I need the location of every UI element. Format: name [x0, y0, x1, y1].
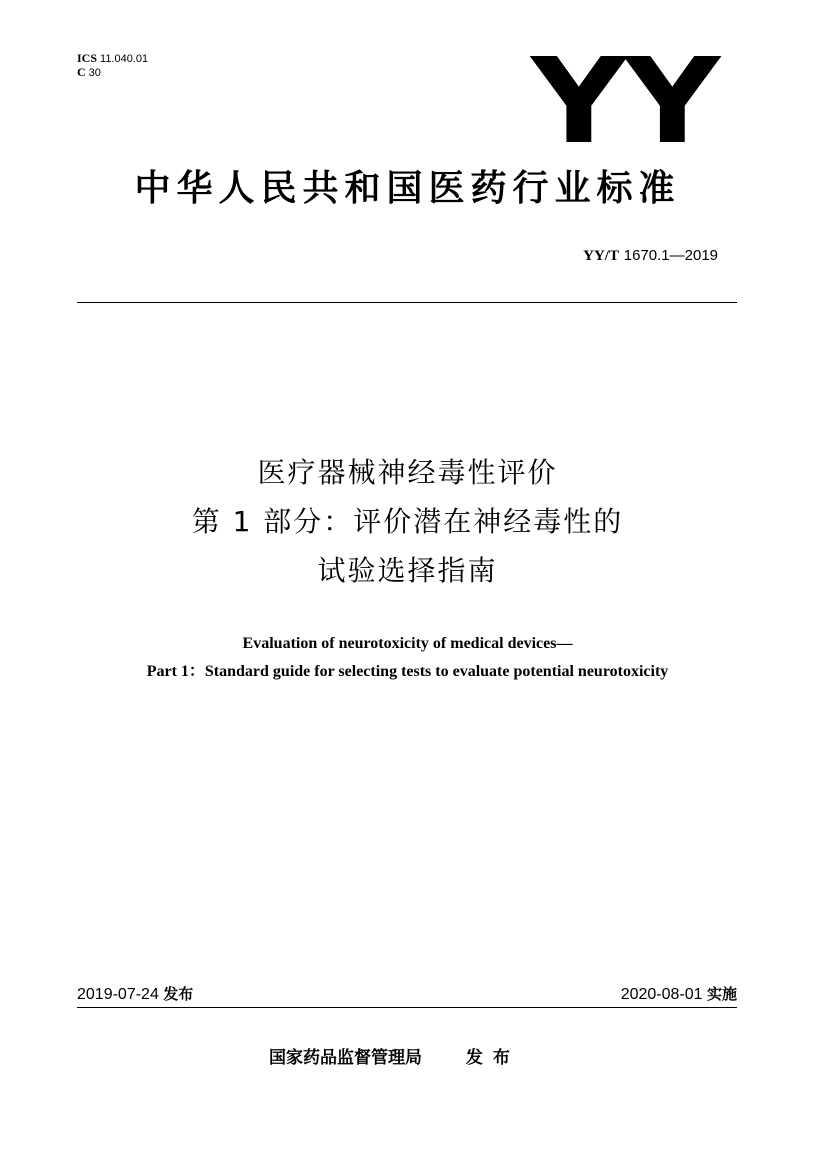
- english-title: [0, 630, 815, 686]
- ics-line: [77, 52, 148, 66]
- ccs-code: 30: [88, 67, 101, 79]
- ccs-label: C: [77, 65, 86, 79]
- issue-label: 发布: [163, 985, 194, 1003]
- chinese-title-line-2: 第 1 部分：评价潜在神经毒性的: [191, 505, 624, 538]
- standard-category-title: 中华人民共和国医药行业标准: [134, 168, 681, 209]
- implement-date: 2020-08-01: [620, 986, 703, 1003]
- issue-date: 2019-07-24: [77, 986, 159, 1003]
- classification-codes: [77, 52, 148, 80]
- implement-date-block: [621, 984, 737, 1005]
- ics-code: 11.040.01: [100, 53, 149, 65]
- publisher-action: 发布: [465, 1048, 520, 1068]
- yy-logo: YY: [531, 32, 718, 170]
- publisher-name: 国家药品监督管理局: [269, 1048, 422, 1068]
- english-title-line-2: Part 1：Standard guide for selecting tests to evaluate potential neurotoxicity: [146, 663, 669, 680]
- standard-number-rest: 1670.1—2019: [623, 247, 718, 264]
- chinese-title: [0, 448, 815, 595]
- ics-label: ICS: [77, 51, 98, 65]
- top-divider: [77, 302, 737, 303]
- chinese-title-line-1: 医疗器械神经毒性评价: [257, 456, 558, 489]
- publisher-line: [269, 1047, 520, 1069]
- ccs-line: [77, 66, 148, 80]
- implement-label: 实施: [706, 985, 737, 1003]
- bottom-divider: [77, 1007, 737, 1008]
- chinese-title-line-3: 试验选择指南: [317, 554, 498, 587]
- english-title-line-1: Evaluation of neurotoxicity of medical devices—: [242, 635, 573, 652]
- issue-date-block: [77, 984, 193, 1005]
- standard-number: [583, 246, 718, 265]
- standard-number-prefix: YY/T: [583, 248, 619, 264]
